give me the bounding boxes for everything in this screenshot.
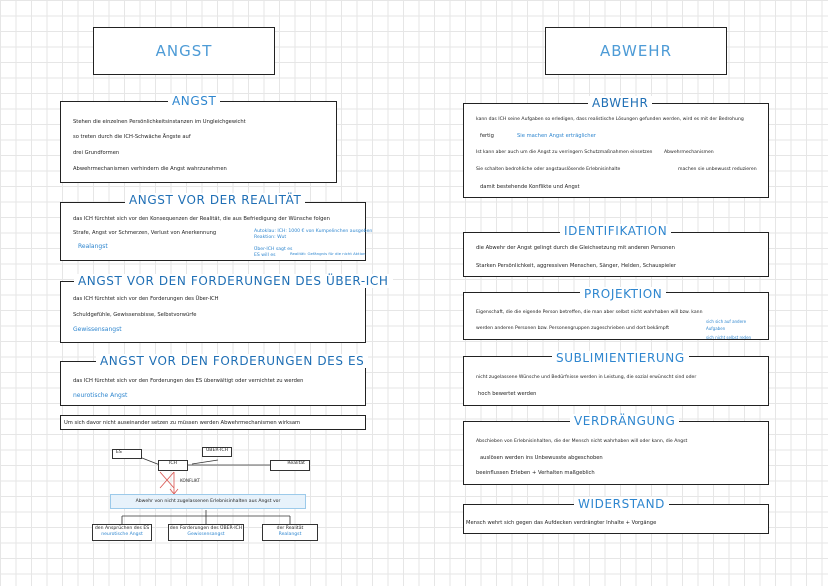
outcome-realitaet-label: der Realität (276, 526, 304, 531)
realitaet-note-4: ES will es (254, 253, 276, 258)
realitaet-note-2: Reaktion: Wut (254, 235, 287, 240)
outcome-es-label: den Ansprüchen des ES (94, 526, 150, 531)
widerstand-line-1: Mensch wehrt sich gegen das Aufdecken verdrängter Inhalte + Vorgänge (466, 520, 657, 526)
angst-line-1: Stehen die einzelnen Persönlichkeitsinstanzen im Ungleichgewicht (73, 119, 246, 125)
projektion-heading: PROJEKTION (580, 287, 666, 301)
diagram-outcome-ueberich (168, 524, 244, 541)
identifikation-line-1: die Abwehr der Angst gelingt durch die Gleichsetzung mit anderen Personen (476, 245, 675, 251)
diagram-outcome-es (92, 524, 152, 541)
realitaet-line-2: Strafe, Angst vor Schmerzen, Verlust von Anerkennung (73, 230, 217, 236)
es-line-1: das ICH fürchtet sich vor den Forderungen des ES überwältigt oder vernichtet zu werden (73, 378, 304, 384)
diagram-es: ES (112, 449, 142, 459)
identifikation-box (463, 232, 769, 277)
abwehr-line-5: damit bestehende Konflikte und Angst (480, 184, 580, 190)
abwehr-line-4: Sie schalten bedrohliche oder angstauslösende Erlebnisinhalte (476, 167, 621, 172)
realitaet-term: Realangst (78, 243, 108, 250)
angst-line-4: Abwehrmechanismen verhindern die Angst wahrzunehmen (73, 166, 227, 172)
right-title: ABWEHR (599, 42, 673, 60)
projektion-note-2: Aufgaben (706, 326, 726, 331)
diagram-outcome-realitaet (262, 524, 318, 541)
ueberich-line-1: das ICH fürchtet sich vor den Forderungen des Über-ICH (73, 296, 219, 302)
identifikation-heading: IDENTIFIKATION (560, 224, 671, 238)
angst-heading: ANGST (168, 94, 220, 108)
abwehr-line-2: fertig (480, 133, 494, 139)
projektion-line-1: Eigenschaft, die die eigende Person betreffen, die man aber selbst nicht wahrhaben will bzw. kann (476, 310, 703, 315)
realitaet-note-1: Autoklau: ICH: 1000 € von Kumpelinchen ausgeben (254, 229, 373, 234)
verdraengung-line-1: Abschieben von Erlebnisinhalten, die der Mensch nicht wahrhaben will oder kann, die Angst (476, 439, 688, 444)
abwehr-term: Sie machen Angst erträglicher (517, 133, 596, 139)
verdraengung-heading: VERDRÄNGUNG (570, 414, 679, 428)
diagram-realitaet: Realität (270, 460, 310, 471)
outcome-ueberich-term: Gewissensangst (187, 531, 225, 537)
left-title: ANGST (155, 42, 213, 60)
realitaet-line-1: das ICH fürchtet sich vor den Konsequenzen der Realität, die aus Befriedigung der Wünsche folgen (73, 216, 330, 222)
diagram-ich: ICH (158, 460, 188, 471)
diagram-banner: Abwehr von nicht zugelassenen Erlebnisinhalten aus Angst vor (110, 494, 306, 509)
abwehr-line-1: kann das ICH seine Aufgaben so erledigen, dass realistische Lösungen gefunden werden, wird es mit der Bedrohung (476, 117, 744, 122)
sublimierung-line-1: nicht zugelassene Wünsche und Bedürfnisse werden in Leistung, die sozial erwünscht sind oder (476, 375, 697, 380)
abwehr-heading: ABWEHR (588, 96, 652, 110)
widerstand-heading: WIDERSTAND (574, 497, 669, 511)
projektion-note-1: sich sich auf andere (706, 319, 747, 324)
es-heading: ANGST VOR DEN FORDERUNGEN DES ES (96, 354, 368, 368)
identifikation-line-2: Starken Persönlichkeit, aggressiven Menschen, Sänger, Helden, Schauspieler (476, 263, 676, 269)
realitaet-note-5: Realität: Gefängnis für die nicht Aktion (290, 251, 366, 256)
angst-line-2: so treten durch die ICH-Schwäche Ängste auf (73, 134, 191, 140)
ueberich-term: Gewissensangst (73, 326, 122, 333)
ueberich-line-2: Schuldgefühle, Gewissensbisse, Selbstvorwürfe (73, 312, 197, 318)
outcome-realitaet-term: Realangst (278, 531, 302, 537)
outcome-ueberich-label: den Forderungen des ÜBER-ICH (169, 526, 243, 531)
angst-line-3: drei Grundformen (73, 150, 120, 156)
projektion-line-2: werden anderen Personen bzw. Personengruppen zugeschrieben und dort bekämpft (476, 326, 670, 331)
abwehr-arrow-2: machen sie unbewusst reduzieren (678, 167, 757, 172)
projektion-note-3: sich nicht selbst reden (706, 335, 752, 340)
abwehr-arrow-1: Abwehrmechanismen (664, 150, 714, 155)
abwehr-line-3: Ist kann aber auch um die Angst zu verringern Schutzmaßnahmen einsetzen (476, 150, 653, 155)
sublimierung-line-2: hoch bewertet werden (478, 391, 537, 397)
diagram-konflikt: KONFLIKT (180, 478, 200, 483)
verdraengung-line-2: auslösen werden ins Unbewusste abgeschoben (480, 455, 603, 461)
right-title-box (545, 27, 727, 75)
sublimierung-heading: SUBLIMIENTIERUNG (552, 351, 689, 365)
outcome-es-term: neurotische Angst (101, 531, 143, 537)
es-term: neurotische Angst (73, 392, 128, 399)
ueberich-heading: ANGST VOR DEN FORDERUNGEN DES ÜBER-ICH (74, 274, 393, 288)
realitaet-heading: ANGST VOR DER REALITÄT (125, 193, 305, 207)
verdraengung-line-3: beeinflussen Erleben + Verhalten maßgeblich (476, 470, 595, 476)
summary-text: Um sich davor nicht auseinander setzen zu müssen werden Abwehrmechanismen wirksam (64, 420, 301, 426)
realitaet-note-3: Über-ICH sagt es (254, 247, 293, 252)
diagram-ueberich: ÜBER-ICH (202, 447, 232, 457)
